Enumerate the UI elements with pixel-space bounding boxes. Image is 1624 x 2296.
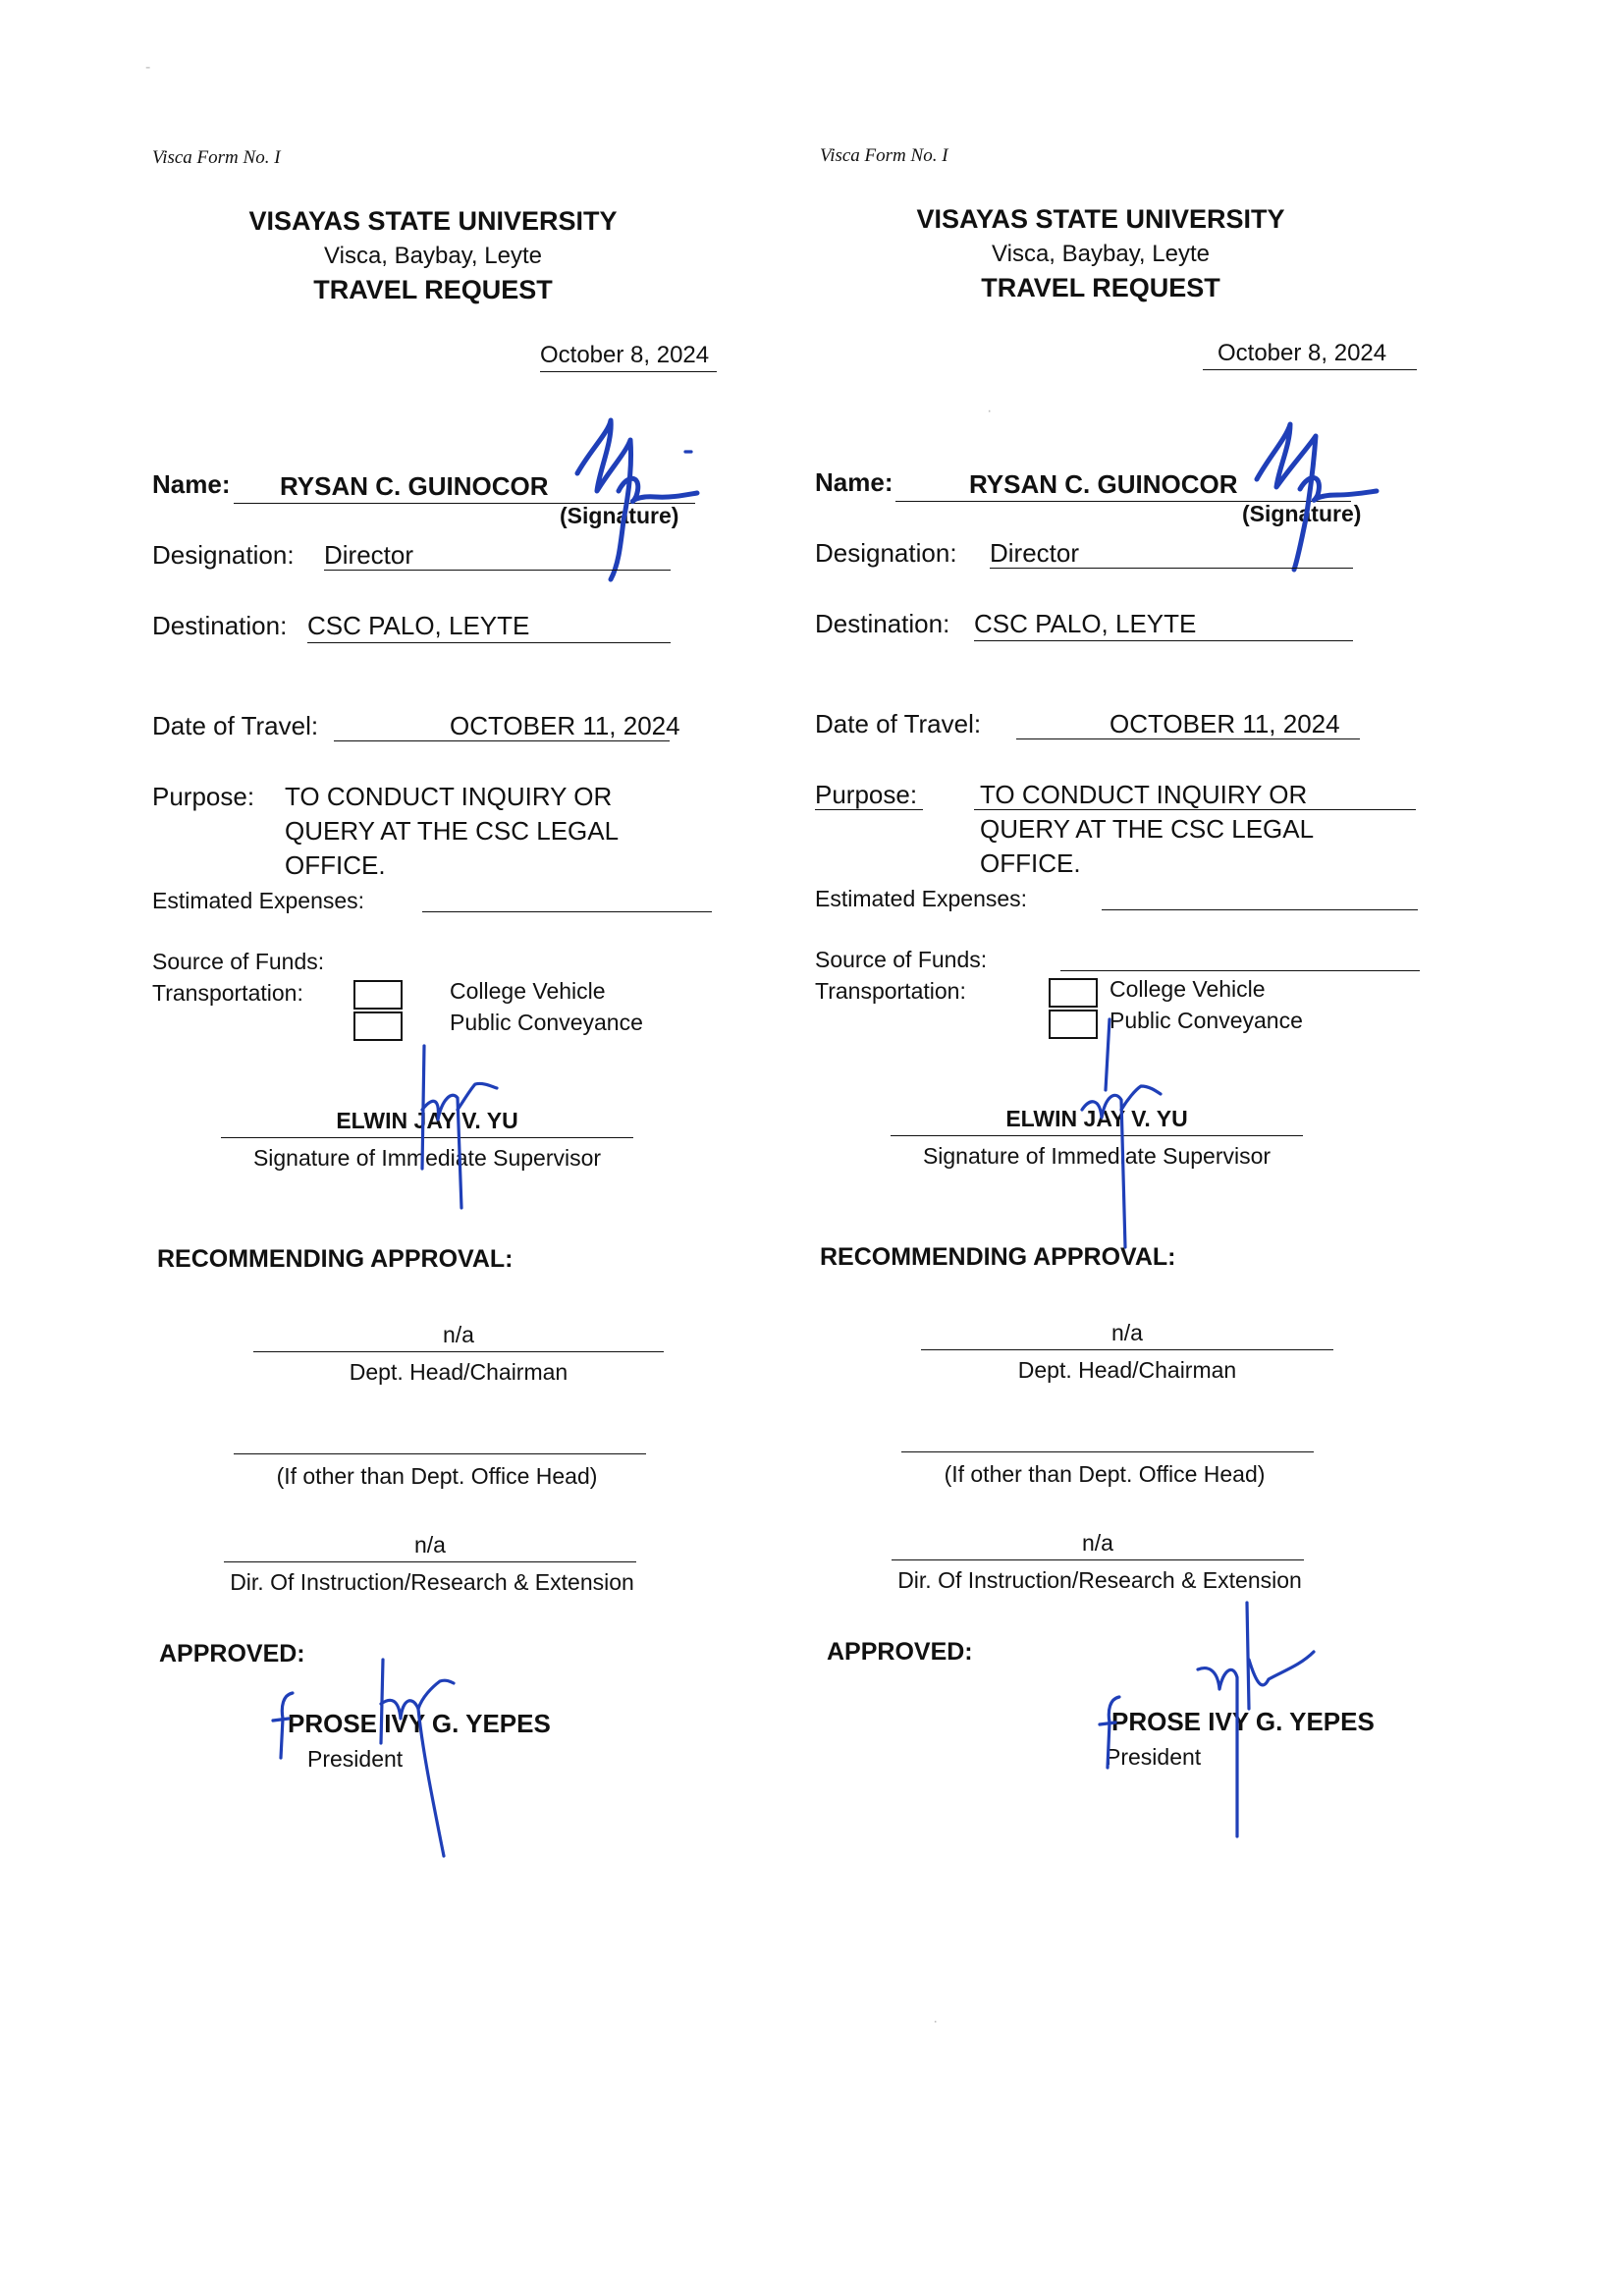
purpose-line-1: TO CONDUCT INQUIRY OR <box>980 780 1308 809</box>
designation-value: Director <box>324 540 414 570</box>
purpose-label: Purpose: <box>815 780 918 809</box>
expenses-label: Estimated Expenses: <box>152 888 365 913</box>
president-caption: President <box>307 1746 404 1772</box>
dept-head-line <box>921 1349 1333 1350</box>
expenses-label: Estimated Expenses: <box>815 886 1028 911</box>
dir-value: n/a <box>1082 1530 1113 1556</box>
purpose-label-underline <box>815 809 923 810</box>
public-conveyance-checkbox[interactable] <box>353 1011 403 1041</box>
supervisor-name: ELWIN JAY V. YU <box>1005 1106 1188 1131</box>
approved-label: APPROVED: <box>827 1638 973 1666</box>
university-address: Visca, Baybay, Leyte <box>992 241 1210 267</box>
applicant-signature <box>569 412 707 589</box>
dept-head-caption: Dept. Head/Chairman <box>1017 1357 1237 1383</box>
expenses-line <box>422 911 712 912</box>
signature-label: (Signature) <box>1242 501 1362 526</box>
purpose-label: Purpose: <box>152 782 255 811</box>
purpose-line-3: OFFICE. <box>980 848 1081 878</box>
purpose-line-3: OFFICE. <box>285 850 386 880</box>
university-name: VISAYAS STATE UNIVERSITY <box>916 204 1285 234</box>
college-vehicle-checkbox[interactable] <box>1049 978 1098 1008</box>
designation-label: Designation: <box>152 540 295 570</box>
dir-caption: Dir. Of Instruction/Research & Extension <box>230 1569 634 1595</box>
other-head-line <box>901 1451 1314 1452</box>
college-vehicle-checkbox[interactable] <box>353 980 403 1010</box>
date-of-travel-line <box>334 740 670 741</box>
president-signature <box>265 1660 491 1866</box>
signature-label: (Signature) <box>560 503 679 528</box>
expenses-line <box>1102 909 1418 910</box>
dept-head-caption: Dept. Head/Chairman <box>349 1359 568 1385</box>
scan-speck: · <box>933 2013 939 2030</box>
date-of-travel-line <box>1016 738 1360 739</box>
public-conveyance-label: Public Conveyance <box>1110 1008 1303 1033</box>
form-number: Visca Form No. I <box>820 145 948 166</box>
destination-value: CSC PALO, LEYTE <box>307 611 530 640</box>
source-of-funds-label: Source of Funds: <box>152 949 325 974</box>
designation-line <box>990 568 1353 569</box>
transportation-label: Transportation: <box>815 978 966 1004</box>
travel-request-form-left <box>147 0 854 1964</box>
dir-caption: Dir. Of Instruction/Research & Extension <box>897 1567 1302 1593</box>
transportation-label: Transportation: <box>152 980 303 1006</box>
college-vehicle-label: College Vehicle <box>1110 976 1266 1002</box>
supervisor-name: ELWIN JAY V. YU <box>336 1108 518 1133</box>
purpose-line-2: QUERY AT THE CSC LEGAL <box>285 816 620 846</box>
purpose-line-2: QUERY AT THE CSC LEGAL <box>980 814 1315 844</box>
designation-label: Designation: <box>815 538 957 568</box>
form-number: Visca Form No. I <box>152 147 281 168</box>
dept-head-line <box>253 1351 664 1352</box>
university-address: Visca, Baybay, Leyte <box>324 243 542 269</box>
purpose-line <box>974 809 1416 810</box>
destination-value: CSC PALO, LEYTE <box>974 609 1197 638</box>
other-head-line <box>234 1453 646 1454</box>
dept-head-value: n/a <box>443 1322 474 1347</box>
other-head-caption: (If other than Dept. Office Head) <box>944 1461 1266 1487</box>
destination-line <box>974 640 1353 641</box>
designation-line <box>324 570 671 571</box>
designation-value: Director <box>990 538 1080 568</box>
date-of-travel-value: OCTOBER 11, 2024 <box>450 711 680 740</box>
president-caption: President <box>1106 1744 1202 1770</box>
purpose-line-1: TO CONDUCT INQUIRY OR <box>285 782 613 811</box>
dir-value: n/a <box>414 1532 446 1558</box>
travel-request-form-right <box>815 0 1522 1964</box>
destination-label: Destination: <box>152 611 288 640</box>
name-label: Name: <box>815 467 893 497</box>
approved-label: APPROVED: <box>159 1640 305 1667</box>
president-name: PROSE IVY G. YEPES <box>1111 1707 1375 1736</box>
other-head-caption: (If other than Dept. Office Head) <box>276 1463 598 1489</box>
source-of-funds-label: Source of Funds: <box>815 947 988 972</box>
supervisor-caption: Signature of Immediate Supervisor <box>922 1143 1272 1169</box>
recommending-approval-label: RECOMMENDING APPROVAL: <box>157 1245 514 1273</box>
date-line <box>1203 369 1417 370</box>
name-label: Name: <box>152 469 231 499</box>
form-title: TRAVEL REQUEST <box>313 275 553 304</box>
supervisor-signature <box>1080 1011 1198 1257</box>
scan-speck: - <box>145 59 151 76</box>
request-date: October 8, 2024 <box>540 342 710 368</box>
university-name: VISAYAS STATE UNIVERSITY <box>248 206 618 236</box>
supervisor-caption: Signature of Immediate Supervisor <box>252 1145 602 1171</box>
applicant-signature <box>1247 410 1384 587</box>
request-date: October 8, 2024 <box>1218 340 1387 366</box>
date-line <box>540 371 717 372</box>
form-title: TRAVEL REQUEST <box>981 273 1220 302</box>
dir-line <box>892 1559 1304 1560</box>
destination-label: Destination: <box>815 609 950 638</box>
source-of-funds-line <box>1060 970 1420 971</box>
name-value: RYSAN C. GUINOCOR <box>969 469 1238 499</box>
president-signature <box>1090 1601 1345 1856</box>
date-of-travel-label: Date of Travel: <box>152 711 319 740</box>
public-conveyance-label: Public Conveyance <box>450 1010 643 1035</box>
recommending-approval-label: RECOMMENDING APPROVAL: <box>820 1243 1176 1271</box>
name-value: RYSAN C. GUINOCOR <box>280 471 549 501</box>
college-vehicle-label: College Vehicle <box>450 978 606 1004</box>
supervisor-signature <box>412 1041 530 1237</box>
date-of-travel-value: OCTOBER 11, 2024 <box>1110 709 1340 738</box>
president-name: PROSE IVY G. YEPES <box>288 1709 551 1738</box>
dept-head-value: n/a <box>1111 1320 1143 1345</box>
scan-speck: · <box>987 403 993 419</box>
date-of-travel-label: Date of Travel: <box>815 709 982 738</box>
destination-line <box>307 642 671 643</box>
dir-line <box>224 1561 636 1562</box>
